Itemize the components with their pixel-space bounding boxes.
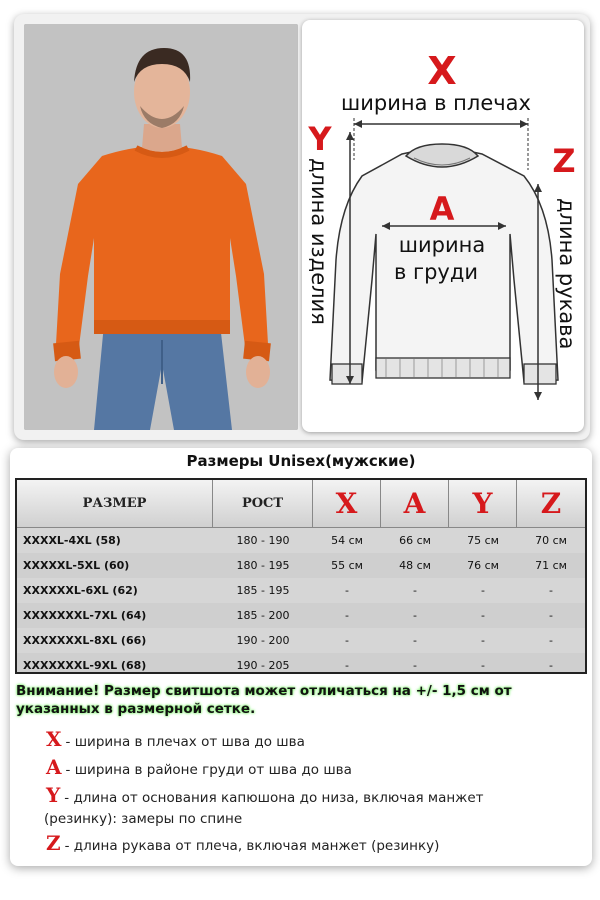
table-header [17,480,585,528]
header-size [17,480,213,528]
cell-a: - [413,634,417,647]
header-height-label: РОСТ [241,496,284,511]
table-row [17,603,585,628]
cell-a: 48 см [399,559,431,572]
table-title: Размеры Unisex(мужские) [186,452,416,470]
cell-y: - [481,609,485,622]
cell-size: XXXXXXXL-8XL (66) [23,634,147,647]
header-y [449,480,517,528]
cell-x: - [345,659,349,672]
header-height [213,480,313,528]
header-z [517,480,585,528]
header-x-label: X [335,487,358,520]
table-row [17,628,585,653]
a-letter: A [429,190,455,228]
cell-x: - [345,584,349,597]
legend-text-y-continued: (резинку): замеры по спине [44,811,243,827]
size-info-card [10,448,592,866]
legend-text-x: - ширина в плечах от шва до шва [65,734,305,750]
cell-a: - [413,584,417,597]
cell-z: - [549,634,553,647]
sweatshirt-diagram [302,20,584,432]
cell-x: 55 см [331,559,363,572]
x-letter: X [427,49,457,93]
table-row [17,528,585,553]
cell-a: 66 см [399,534,431,547]
cell-y: - [481,584,485,597]
cell-x: 54 см [331,534,363,547]
cell-y: - [481,634,485,647]
cell-y: 75 см [467,534,499,547]
cell-x: - [345,609,349,622]
header-size-label: РАЗМЕР [82,496,147,511]
header-x [313,480,381,528]
header-y-label: Y [472,487,493,520]
cell-z: 70 см [535,534,567,547]
cell-size: XXXXXXXL-9XL (68) [23,659,147,672]
header-z-label: Z [540,487,562,520]
cell-height: 190 - 200 [236,634,290,647]
cell-a: - [413,659,417,672]
a-label-line1: ширина [398,233,486,257]
measurement-diagram [302,20,584,432]
cell-z: - [549,609,553,622]
legend-letter-x: X [46,727,62,751]
cell-y: - [481,659,485,672]
legend-letter-a: A [46,755,62,779]
cell-size: XXXXL-4XL (58) [23,534,121,547]
product-photo [24,24,298,430]
cell-height: 185 - 200 [236,609,290,622]
cell-size: XXXXXXXL-7XL (64) [23,609,147,622]
legend-item-x [46,728,305,753]
x-label: ширина в плечах [341,91,531,115]
top-card [14,14,590,440]
cell-height: 190 - 205 [236,659,290,672]
legend-item-y-continued [44,808,242,830]
a-label-line2: в груди [393,260,479,284]
cell-z: - [549,659,553,672]
cell-height: 180 - 195 [236,559,290,572]
cell-x: - [345,634,349,647]
legend-letter-z: Z [46,831,61,855]
legend-item-a [46,756,352,781]
table-row [17,653,585,674]
cell-y: 76 см [467,559,499,572]
cell-height: 185 - 195 [236,584,290,597]
size-table [15,478,587,674]
cell-a: - [413,609,417,622]
size-warning: Внимание! Размер свитшота может отличаться на +/- 1,5 см от указанных в размерной сетке. [16,683,512,717]
legend-text-a: - ширина в районе груди от шва до шва [65,762,352,778]
table-row [17,553,585,578]
cell-z: - [549,584,553,597]
legend-item-y [46,784,484,809]
header-a-label: A [403,487,426,520]
cell-z: 71 см [535,559,567,572]
model-illustration [24,24,298,430]
y-label: длина изделия [307,158,331,325]
y-letter: Y [308,120,332,158]
z-label: длина рукава [555,198,579,350]
legend-letter-y: Y [46,783,61,807]
header-a [381,480,449,528]
cell-size: XXXXXXL-6XL (62) [23,584,138,597]
table-row [17,578,585,603]
z-letter: Z [552,142,576,180]
cell-size: XXXXXL-5XL (60) [23,559,130,572]
legend-text-z: - длина рукава от плеча, включая манжет (резинку) [64,838,440,854]
legend-text-y: - длина от основания капюшона до низа, включая манжет [64,790,484,806]
cell-height: 180 - 190 [236,534,290,547]
legend-item-z [46,832,439,857]
